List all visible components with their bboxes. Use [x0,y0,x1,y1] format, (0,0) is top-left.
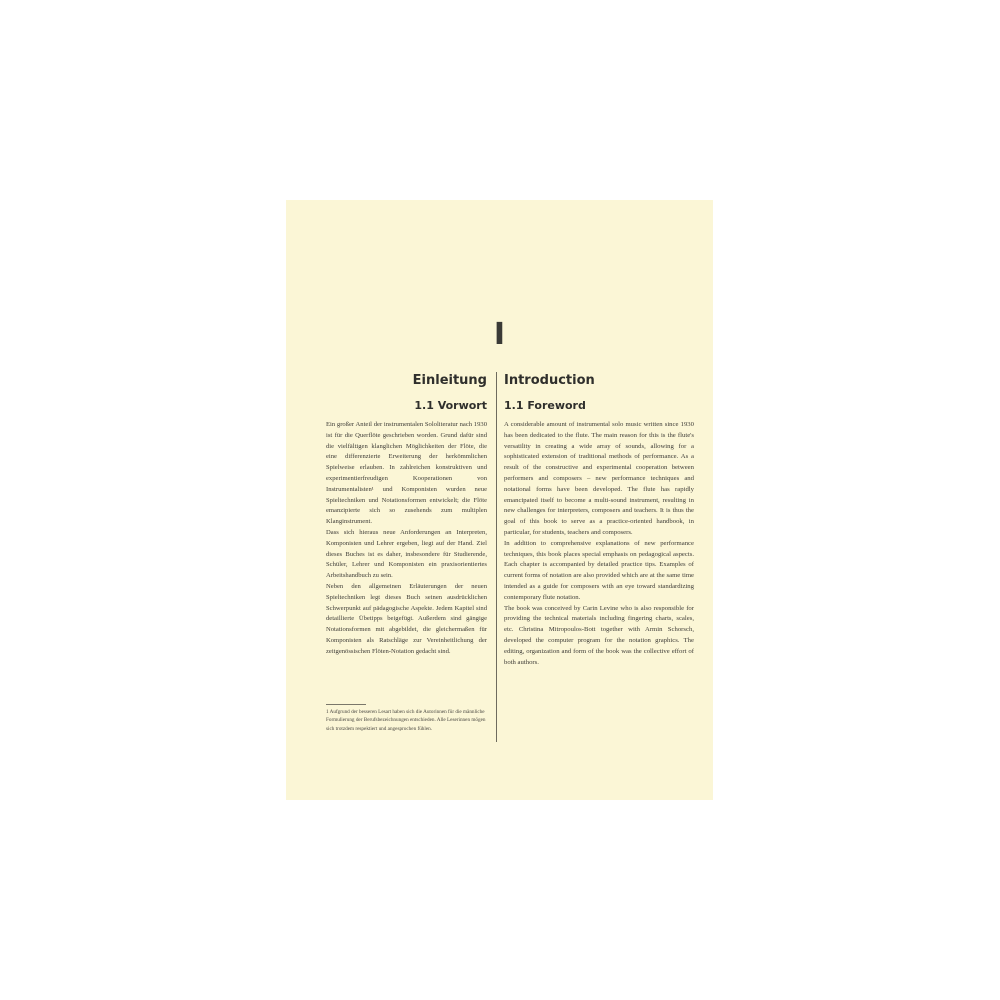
english-paragraph-2: In addition to comprehensive explanations of new performance techniques, this book places special emphasis on pedagogical aspects. Each chapter is accompanied by detailed practice tips. Examples of current forms of notation are also provided which are at the same time intended as a guide for composers with an eye toward standardizing contemporary flute notation. [504,539,694,601]
german-paragraph-2: Dass sich hieraus neue Anforderungen an Interpreten, Komponisten und Lehrer ergeben, liegt auf der Hand. Ziel dieses Buches ist es daher, insbesondere für Studierende, Schüler, Lehrer und Komponisten ein praxisorientiertes Arbeitshandbuch zu sein. [326,528,487,580]
book-page [286,200,713,800]
german-paragraph-3: Neben den allgemeinen Erläuterungen der neuen Spieltechniken legt dieses Buch seinen ausdrücklichen Schwerpunkt auf pädagogische Aspekte. Jedem Kapitel sind detaillierte Übetipps beigefügt. Außerdem sind gängige Notationsformen mit abgebildet, die gleichermaßen für Komponisten als Ratschläge zur Vereinheitlichung der zeitgenössischen Flöten-Notation gedacht sind. [326,582,487,655]
german-subheading: 1.1 Vorwort [414,399,487,412]
column-divider [496,372,497,742]
english-paragraph-1: A considerable amount of instrumental solo music written since 1930 has been dedicated to the flute. The main reason for this is the flute's versatility in creating a wide array of sounds, allowing for a sophisticated extension of traditional methods of performance. As a result of the constructive and experimental cooperation between performers and composers – new performance techniques and notational forms have been developed. The flute has rapidly emancipated itself to become a multi-sound instrument, resulting in new challenges for interpreters, composers and teachers. It is thus the goal of this book to serve as a practice-oriented handbook, in particular, for students, teachers and composers. [504,421,694,536]
english-heading: Introduction [504,373,595,388]
english-paragraph-3: The book was conceived by Carin Levine who is also responsible for providing the technical materials including fingering charts, scales, etc. Christina Mitropoulos-Bott together with Armin Schorsch, developed the computer program for the notation graphics. The editing, organization and form of the book was the collective effort of both authors. [504,604,694,666]
footnote-rule [326,704,366,705]
german-heading: Einleitung [412,373,487,388]
english-column [504,370,694,668]
footnote: 1 Aufgrund der besseren Lesart haben sich die Autorinnen für die männliche Formulierung der Berufsbezeichnungen entschieden. Alle Leserinnen mögen sich trotzdem respektiert und angesprochen fühlen. [326,709,486,732]
german-paragraph-1: Ein großer Anteil der instrumentalen Sololiteratur nach 1930 ist für die Querflöte geschrieben worden. Grund dafür sind die vielfältigen klanglichen Möglichkeiten der Flöte, die eine differenzierte Erweiterung der herkömmlichen Spielweise erlauben. In zahlreichen konstruktiven und experimentierfreudigen Kooperationen von Instrumentalisten¹ und Komponisten wurden neue Spieltechniken und Notationsformen entwickelt; die Flöte emanzipierte sich so zusehends zum multiplen Klanginstrument. [326,421,487,526]
chapter-number: I [493,317,506,352]
english-subheading: 1.1 Foreword [504,399,586,412]
german-column [326,370,487,658]
